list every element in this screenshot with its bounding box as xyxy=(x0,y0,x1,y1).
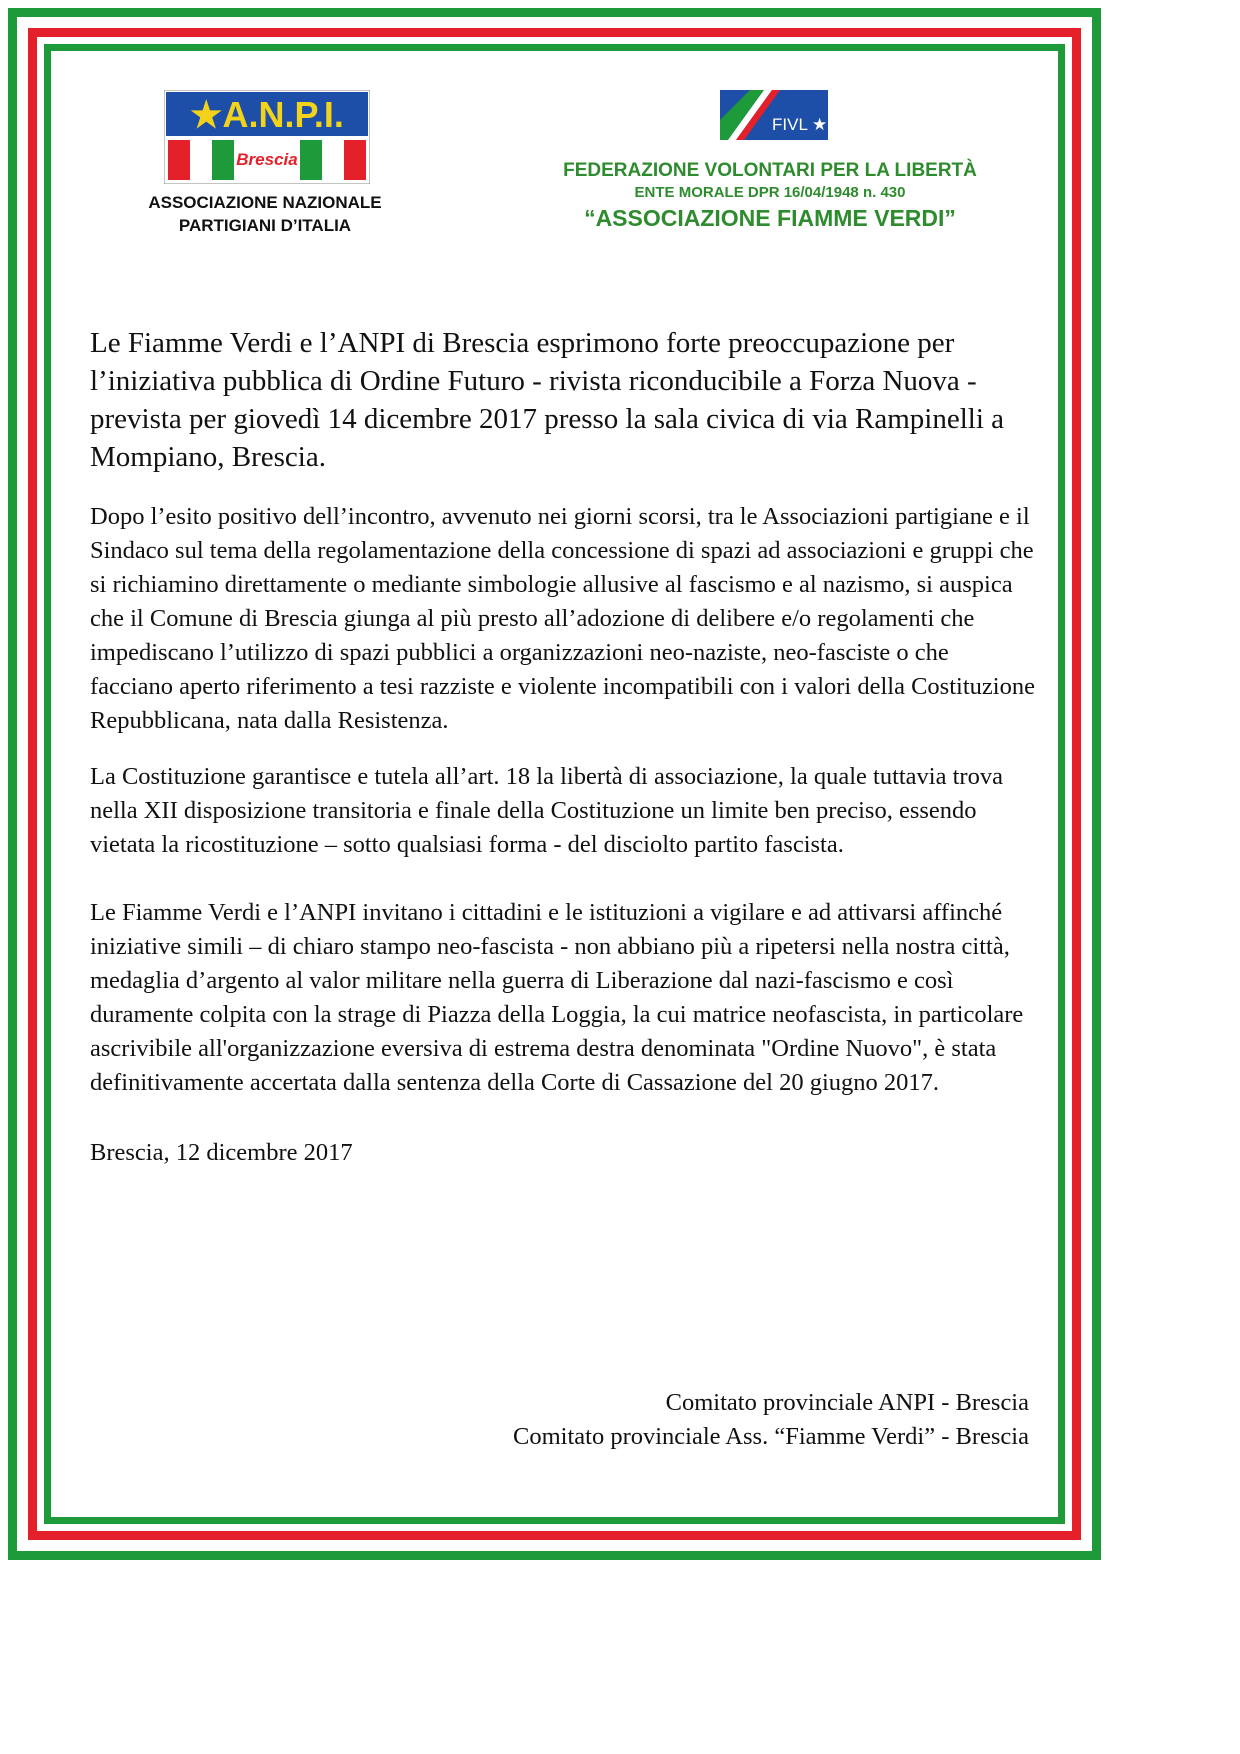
lead-paragraph: Le Fiamme Verdi e l’ANPI di Brescia esprimono forte preoccupazione per l’iniziativa pubblica di Ordine Futuro - rivista riconducibile a Forza Nuova - prevista per giovedì 14 dicembre 2017 presso la sala civica di via Rampinelli a Mompiano, Brescia. xyxy=(90,327,1005,473)
anpi-caption xyxy=(120,191,410,237)
signature-block xyxy=(513,1386,1029,1454)
document-body xyxy=(90,324,1035,1170)
document-date: Brescia, 12 dicembre 2017 xyxy=(90,1139,353,1166)
anpi-logo-subtitle: Brescia xyxy=(236,150,298,169)
anpi-caption-line2: PARTIGIANI D’ITALIA xyxy=(178,216,352,235)
fivl-caption-line2: ENTE MORALE DPR 16/04/1948 n. 430 xyxy=(634,184,906,201)
signature-line-1: Comitato provinciale ANPI - Brescia xyxy=(665,1389,1029,1416)
paragraph-3: Le Fiamme Verdi e l’ANPI invitano i cittadini e le istituzioni a vigilare e ad attivarsi affinché iniziative simili – di chiaro stampo neo-fascista - non abbiano più a ripetersi nella nostra città, medaglia d’argento al valor militare nella guerra di Liberazione dal nazi-fascismo e così duramente colpita con la strage di Piazza della Loggia, la cui matrice neofascista, in particolare ascrivibile all'organizzazione eversiva di estrema destra denominata "Ordine Nuovo", è stata definitivamente accertata dalla sentenza della Corte di Cassazione del 20 giugno 2017. xyxy=(90,899,1024,1096)
fivl-caption-line3: “ASSOCIAZIONE FIAMME VERDI” xyxy=(584,205,956,231)
fivl-logo xyxy=(720,90,828,140)
signature-line-2: Comitato provinciale Ass. “Fiamme Verdi” - Brescia xyxy=(513,1423,1029,1450)
fivl-wordmark: FIVL ★ xyxy=(772,115,828,134)
fivl-caption xyxy=(540,158,1000,233)
paragraph-2: La Costituzione garantisce e tutela all’art. 18 la libertà di associazione, la quale tuttavia trova nella XII disposizione transitoria e finale della Costituzione un limite ben preciso, essendo vietata la ricostituzione – sotto qualsiasi forma - del disciolto partito fascista. xyxy=(90,763,1003,858)
anpi-caption-line1: ASSOCIAZIONE NAZIONALE xyxy=(148,193,382,212)
anpi-logo xyxy=(164,90,370,184)
anpi-wordmark: ★A.N.P.I. xyxy=(190,94,344,135)
fivl-caption-line1: FEDERAZIONE VOLONTARI PER LA LIBERTÀ xyxy=(563,160,977,181)
paragraph-1: Dopo l’esito positivo dell’incontro, avvenuto nei giorni scorsi, tra le Associazioni partigiane e il Sindaco sul tema della regolamentazione della concessione di spazi ad associazioni e gruppi che si richiamino direttamente o mediante simbologie allusive al fascismo e al nazismo, si auspica che il Comune di Brescia giunga al più presto all’adozione di delibere e/o regolamenti che impediscano l’utilizzo di spazi pubblici a organizzazioni neo-naziste, neo-fasciste o che facciano aperto riferimento a tesi razziste e violente incompatibili con i valori della Costituzione Repubblicana, nata dalla Resistenza. xyxy=(90,503,1035,734)
